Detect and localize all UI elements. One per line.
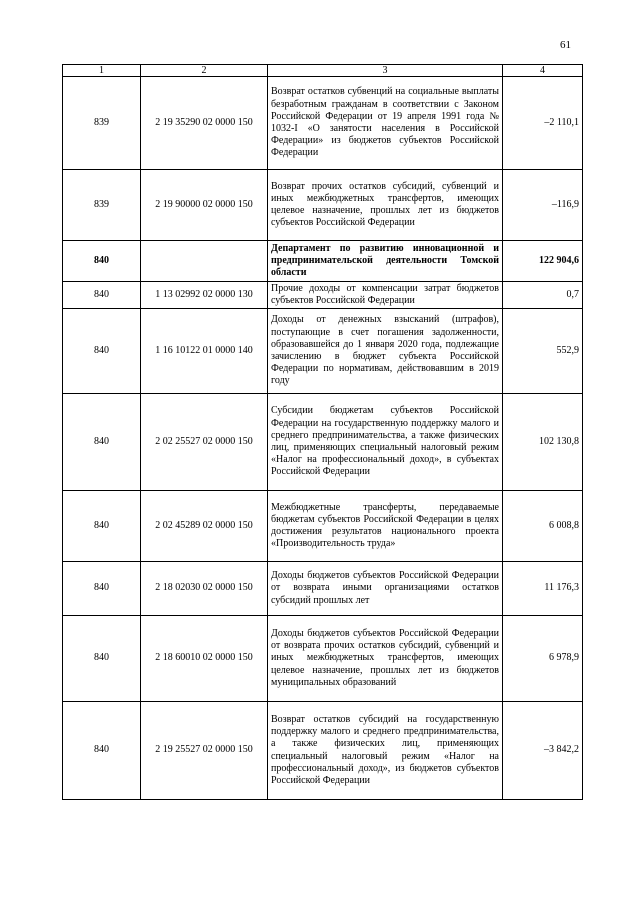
- amount-cell: 552,9: [503, 309, 583, 394]
- table-body: [63, 65, 583, 800]
- revenue-name-cell: Межбюджетные трансферты, передаваемые бюджетам субъектов Российской Федерации в целях достижения результатов национального проекта «Производительность труда»: [268, 491, 503, 562]
- revenue-code-cell: 2 18 60010 02 0000 150: [141, 616, 268, 702]
- chapter-code-cell: 840: [63, 309, 141, 394]
- chapter-code-cell: 840: [63, 702, 141, 800]
- column-number-4: 4: [503, 65, 583, 77]
- revenue-code-cell: 2 02 25527 02 0000 150: [141, 394, 268, 491]
- chapter-code-cell: 840: [63, 562, 141, 616]
- revenue-table: [62, 64, 583, 800]
- amount-cell: 122 904,6: [503, 241, 583, 282]
- table-row: [63, 616, 583, 702]
- page-number: 61: [560, 39, 571, 51]
- table-row: [63, 309, 583, 394]
- amount-cell: 102 130,8: [503, 394, 583, 491]
- chapter-code-cell: 840: [63, 394, 141, 491]
- revenue-code-cell: 1 16 10122 01 0000 140: [141, 309, 268, 394]
- chapter-code-cell: 840: [63, 241, 141, 282]
- amount-cell: 6 978,9: [503, 616, 583, 702]
- table-row: [63, 491, 583, 562]
- amount-cell: –116,9: [503, 170, 583, 241]
- amount-cell: 0,7: [503, 282, 583, 309]
- table-row: [63, 77, 583, 170]
- amount-cell: –3 842,2: [503, 702, 583, 800]
- revenue-code-cell: 2 02 45289 02 0000 150: [141, 491, 268, 562]
- revenue-name-cell: Прочие доходы от компенсации затрат бюджетов субъектов Российской Федерации: [268, 282, 503, 309]
- chapter-code-cell: 840: [63, 491, 141, 562]
- table-row: [63, 702, 583, 800]
- column-number-2: 2: [141, 65, 268, 77]
- revenue-name-cell: Департамент по развитию инновационной и предпринимательской деятельности Томской области: [268, 241, 503, 282]
- chapter-code-cell: 839: [63, 170, 141, 241]
- chapter-code-cell: 840: [63, 616, 141, 702]
- revenue-code-cell: [141, 241, 268, 282]
- revenue-name-cell: Возврат прочих остатков субсидий, субвенций и иных межбюджетных трансфертов, имеющих целевое назначение, прошлых лет из бюджетов субъектов Российской Федерации: [268, 170, 503, 241]
- chapter-code-cell: 840: [63, 282, 141, 309]
- revenue-code-cell: 1 13 02992 02 0000 130: [141, 282, 268, 309]
- table-row: [63, 282, 583, 309]
- revenue-code-cell: 2 18 02030 02 0000 150: [141, 562, 268, 616]
- column-number-1: 1: [63, 65, 141, 77]
- revenue-name-cell: Доходы от денежных взысканий (штрафов), поступающие в счет погашения задолженности, образовавшейся до 1 января 2020 года, подлежащие зачислению в бюджет субъекта Российской Федерации по нормативам, действовавшим в 2019 году: [268, 309, 503, 394]
- column-number-3: 3: [268, 65, 503, 77]
- revenue-code-cell: 2 19 25527 02 0000 150: [141, 702, 268, 800]
- revenue-name-cell: Доходы бюджетов субъектов Российской Федерации от возврата прочих остатков субсидий, субвенций и иных межбюджетных трансфертов, имеющих целевое назначение, прошлых лет из бюджетов муниципальных образований: [268, 616, 503, 702]
- amount-cell: 6 008,8: [503, 491, 583, 562]
- table-row: [63, 562, 583, 616]
- revenue-name-cell: Субсидии бюджетам субъектов Российской Федерации на государственную поддержку малого и среднего предпринимательства, а также физических лиц, применяющих специальный налоговый режим «Налог на профессиональный доход», в субъектах Российской Федерации: [268, 394, 503, 491]
- table-row: [63, 394, 583, 491]
- revenue-code-cell: 2 19 35290 02 0000 150: [141, 77, 268, 170]
- revenue-name-cell: Возврат остатков субвенций на социальные выплаты безработным гражданам в соответствии с Законом Российской Федерации от 19 апреля 1991 года № 1032-I «О занятости населения в Российской Федерации» из бюджетов субъектов Российской Федерации: [268, 77, 503, 170]
- amount-cell: –2 110,1: [503, 77, 583, 170]
- amount-cell: 11 176,3: [503, 562, 583, 616]
- revenue-name-cell: Возврат остатков субсидий на государственную поддержку малого и среднего предпринимательства, а также физических лиц, применяющих специальный налоговый режим «Налог на профессиональный доход», из бюджетов субъектов Российской Федерации: [268, 702, 503, 800]
- chapter-code-cell: 839: [63, 77, 141, 170]
- table-row: [63, 241, 583, 282]
- revenue-code-cell: 2 19 90000 02 0000 150: [141, 170, 268, 241]
- column-number-row: [63, 65, 583, 77]
- table-row: [63, 170, 583, 241]
- revenue-name-cell: Доходы бюджетов субъектов Российской Федерации от возврата иными организациями остатков субсидий прошлых лет: [268, 562, 503, 616]
